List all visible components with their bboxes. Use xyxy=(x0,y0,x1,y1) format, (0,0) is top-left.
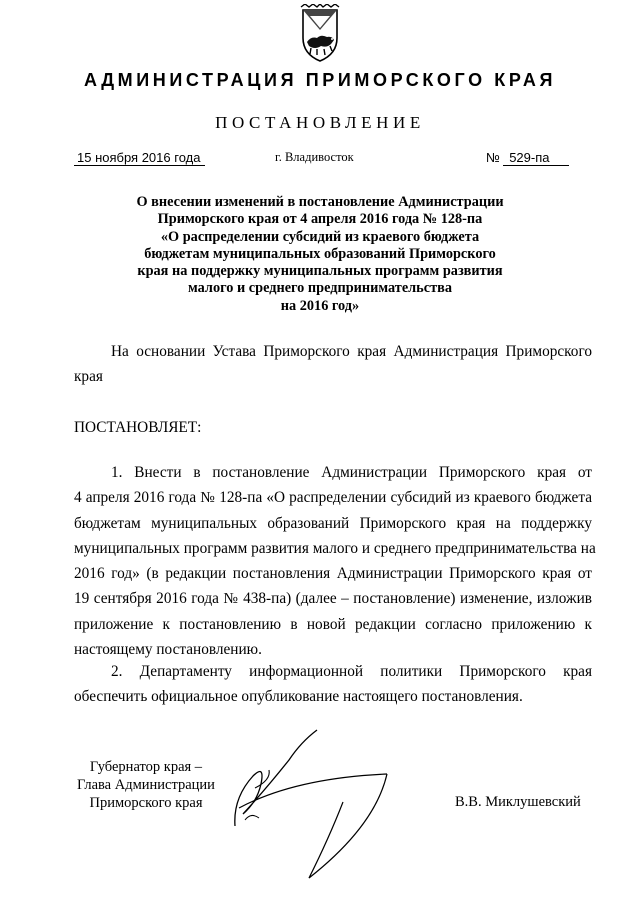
subject-line: на 2016 год» xyxy=(280,297,360,314)
item-1-line: 4 апреля 2016 года № 128-па «О распределении субсидий из краевого бюджета xyxy=(74,489,592,507)
subject-line: О внесении изменений в постановление Администрации xyxy=(136,194,504,210)
item-1-line: бюджетам муниципальных образований Приморского края на поддержку xyxy=(74,514,592,532)
signatory-name: В.В. Миклушевский xyxy=(455,794,581,810)
position-line: Губернатор края – xyxy=(89,759,203,775)
item-1-paragraph xyxy=(74,460,596,662)
position-line: Глава Администрации xyxy=(77,777,215,793)
number-value: 529-па xyxy=(503,150,569,166)
document-date: 15 ноября 2016 года xyxy=(74,150,205,166)
basis-paragraph xyxy=(74,339,592,390)
item-1-line: муниципальных программ развития малого и среднего предпринимательства на xyxy=(74,539,596,557)
basis-line: края xyxy=(74,368,103,386)
item-1-line: 2016 год» (в редакции постановления Администрации Приморского края от xyxy=(74,565,592,583)
decree-heading: ПОСТАНОВЛЯЕТ: xyxy=(74,419,202,436)
item-1-line: 1. Внести в постановление Администрации Приморского края от xyxy=(111,464,592,481)
item-2-line: 2. Департаменту информационной политики Приморского края xyxy=(111,663,592,680)
coat-of-arms-icon xyxy=(297,4,343,64)
item-1-line: настоящему постановлению. xyxy=(74,641,262,659)
item-2-paragraph xyxy=(74,659,592,710)
document-number xyxy=(486,150,569,166)
document-subject xyxy=(100,194,540,315)
item-2-line: обеспечить официальное опубликование настоящего постановления. xyxy=(74,688,523,706)
item-1-line: 19 сентября 2016 года № 438-па) (далее – постановление) изменение, изложив xyxy=(74,590,592,608)
document-city: г. Владивосток xyxy=(275,150,354,164)
subject-line: края на поддержку муниципальных программ развития xyxy=(137,263,503,280)
document-type: ПОСТАНОВЛЕНИЕ xyxy=(215,113,425,132)
subject-line: малого и среднего предпринимательства xyxy=(188,280,452,297)
number-sign: № xyxy=(486,150,500,165)
signatory-position xyxy=(72,758,220,812)
basis-line: На основании Устава Приморского края Администрация Приморского xyxy=(111,343,592,360)
handwritten-signature-icon xyxy=(225,728,395,888)
subject-line: бюджетам муниципальных образований Приморского xyxy=(144,245,496,262)
organization-title: АДМИНИСТРАЦИЯ ПРИМОРСКОГО КРАЯ xyxy=(83,70,557,90)
item-1-line: приложение к постановлению в новой редакции согласно приложению к xyxy=(74,615,592,633)
subject-line: Приморского края от 4 апреля 2016 года № 128-па xyxy=(157,211,483,228)
subject-line: «О распределении субсидий из краевого бюджета xyxy=(160,228,480,245)
position-line: Приморского края xyxy=(89,795,203,811)
